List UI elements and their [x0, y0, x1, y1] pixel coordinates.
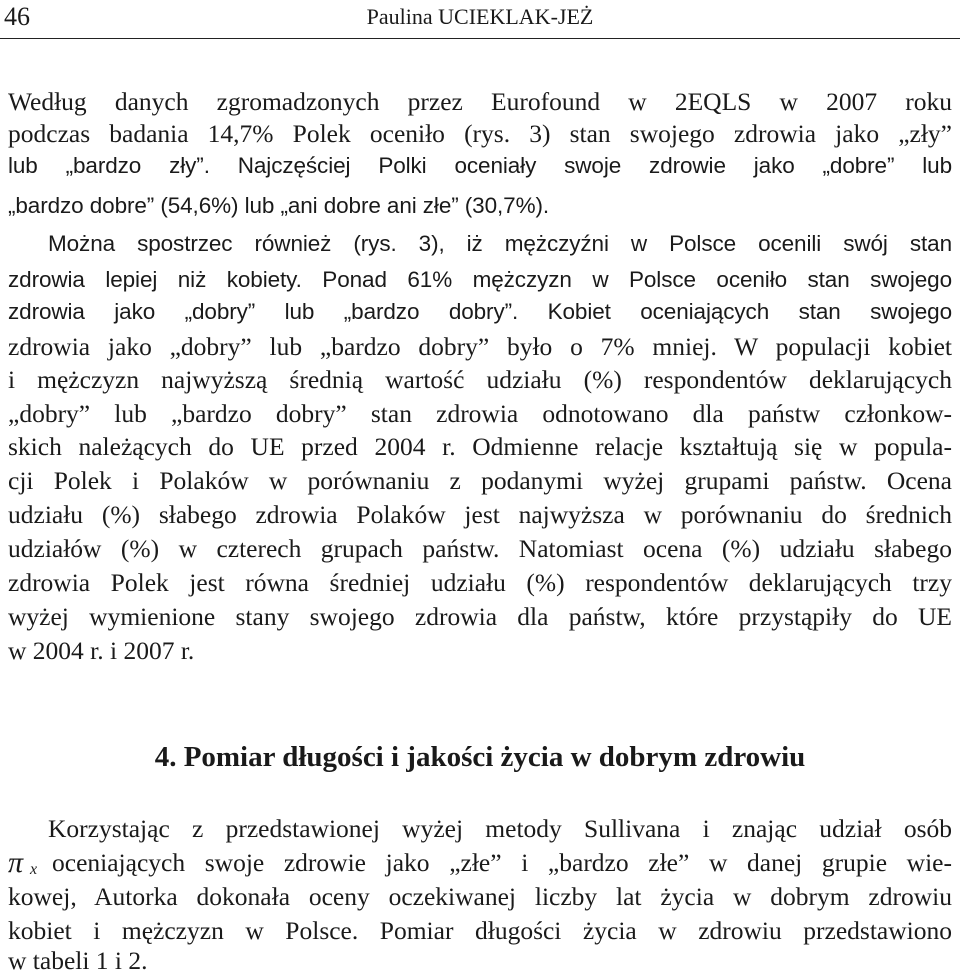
text-line: w 2004 r. i 2007 r. — [8, 636, 195, 665]
running-head-author: Paulina UCIEKLAK-JEŻ — [366, 4, 594, 29]
text-line: wyżej wymienione stany swojego zdrowia dla państw, które przystąpiły do UE — [8, 602, 952, 631]
text-line: skich należących do UE przed 2004 r. Odmienne relacje kształtują się w popula- — [8, 432, 952, 461]
page-number: 46 — [4, 2, 30, 31]
text-line: Można spostrzec również (rys. 3), iż mężczyźni w Polsce ocenili swój stan — [48, 231, 952, 256]
section-heading: 4. Pomiar długości i jakości życia w dobrym zdrowiu — [154, 741, 806, 773]
pi-subscript: x — [30, 861, 38, 878]
text-line: udziału (%) słabego zdrowia Polaków jest najwyższa w porównaniu do średnich — [8, 500, 952, 529]
text-line: podczas badania 14,7% Polek oceniło (rys. 3) stan swojego zdrowia jako „zły” — [8, 119, 952, 148]
text-line: udziałów (%) w czterech grupach państw. Natomiast ocena (%) udziału słabego — [8, 534, 952, 563]
pi-symbol: π — [8, 846, 24, 879]
text-line: zdrowia lepiej niż kobiety. Ponad 61% mężczyzn w Polsce oceniło stan swojego — [8, 267, 952, 292]
text-line: zdrowia jako „dobry” lub „bardzo dobry” było o 7% mniej. W populacji kobiet — [8, 332, 952, 361]
text-line: zdrowia Polek jest równa średniej udziału (%) respondentów deklarujących trzy — [8, 568, 952, 597]
text-line: Korzystając z przedstawionej wyżej metody Sullivana i znając udział osób — [48, 814, 952, 843]
text-line: Według danych zgromadzonych przez Eurofound w 2EQLS w 2007 roku — [8, 87, 952, 116]
text-line: cji Polek i Polaków w porównaniu z podanymi wyżej grupami państw. Ocena — [8, 466, 952, 495]
text-line: w tabeli 1 i 2. — [8, 946, 148, 975]
text-line: „bardzo dobre” (54,6%) lub „ani dobre ani złe” (30,7%). — [8, 193, 550, 218]
text-line: kobiet i mężczyzn w Polsce. Pomiar długości życia w zdrowiu przedstawiono — [8, 916, 952, 945]
text-line: kowej, Autorka dokonała oceny oczekiwanej liczby lat życia w dobrym zdrowiu — [8, 882, 952, 911]
text-line: „dobry” lub „bardzo dobry” stan zdrowia odnotowano dla państw członkow- — [8, 399, 952, 428]
text-line: oceniających swoje zdrowie jako „złe” i „bardzo złe” w danej grupie wie- — [52, 848, 952, 877]
text-line: i mężczyzn najwyższą średnią wartość udziału (%) respondentów deklarujących — [8, 365, 952, 394]
text-line: lub „bardzo zły”. Najczęściej Polki oceniały swoje zdrowie jako „dobre” lub — [8, 153, 952, 178]
text-line: zdrowia jako „dobry” lub „bardzo dobry”. Kobiet oceniających stan swojego — [8, 299, 952, 324]
